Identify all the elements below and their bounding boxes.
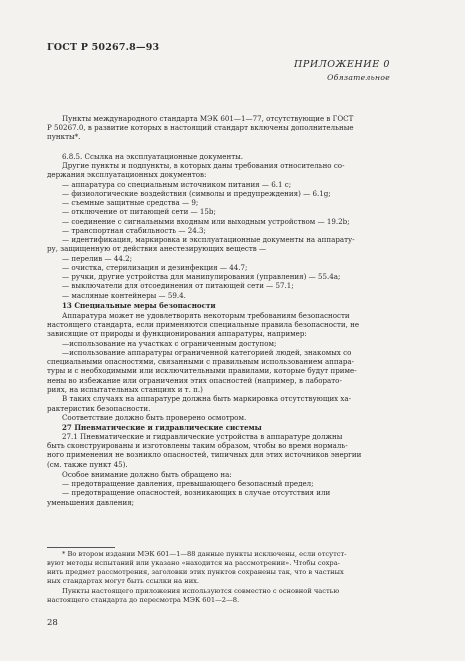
body-line: ного применения не возникло опасностей, типичных для этих источников энергии — [47, 450, 362, 459]
body-line: В таких случаях на аппаратуре должна быть маркировка отсутствующих ха- — [62, 394, 352, 403]
body-line: (см. также пункт 45). — [47, 460, 128, 469]
intro-line-1: Пункты международного стандарта МЭК 601—1—77, отсутствующие в ГОСТ — [62, 114, 354, 123]
body-line: 27.1 Пневматические и гидравлические устройства в аппаратуре должны — [62, 432, 343, 441]
body-line: Другие пункты и подпункты, в которых даны требования относительно со- — [62, 161, 345, 170]
list-item: — перелив — 44.2; — [62, 254, 133, 263]
body-line: Особое внимание должно быть обращено на: — [62, 470, 232, 479]
list-item: — идентификация, маркировка и эксплуатационные документы на аппарату- — [62, 235, 355, 244]
list-item: — соединение с сигнальными входным или выходным устройством — 19.2b; — [62, 217, 350, 226]
footnote-divider — [47, 547, 115, 548]
footnote-line: вуют методы испытаний или указано «находится на рассмотрении». Чтобы сохра- — [47, 559, 340, 567]
list-item: — масляные контейнеры — 59.4. — [62, 291, 186, 300]
body-line: туры и с необходимыми или исключительными правилами, которые будут приме- — [47, 366, 357, 375]
list-item: — аппаратура со специальным источником питания — 6.1 с; — [62, 180, 292, 189]
list-item: —использование аппаратуры ограниченной категорией людей, знакомых со — [62, 348, 352, 357]
body-line: рактеристик безопасности. — [47, 404, 151, 413]
footnote-line: настоящего стандарта до пересмотра МЭК 601—2—8. — [47, 596, 240, 604]
footnote-line: * Во втором издании МЭК 601—1—88 данные пункты исключены, если отсутст- — [62, 550, 347, 558]
body-line: быть сконструированы и изготовлены таким образом, чтобы во время нормаль- — [47, 441, 348, 450]
body-line: зависящие от природы и функционирования аппаратуры, например: — [47, 329, 307, 338]
appendix-status: Обязательное — [327, 73, 390, 82]
list-item: —использование на участках с ограниченным доступом; — [62, 339, 277, 348]
body-line: Соответствие должно быть проверено осмотром. — [62, 413, 247, 422]
list-item: — отключение от питающей сети — 15b; — [62, 207, 216, 216]
body-line: риях, на испытательных станциях и т. п.) — [47, 385, 203, 394]
intro-line-3: пункты*. — [47, 132, 81, 141]
list-item: — физиологические воздействия (символы и предупреждения) — 6.1g; — [62, 189, 331, 198]
page-number: 28 — [47, 618, 58, 628]
footnote-line: Пункты настоящего приложения используются совместно с основной частью — [62, 587, 340, 595]
body-line: специальными опасностями, связанными с правильным использованием аппара- — [47, 357, 355, 366]
section-685-heading: 6.8.5. Ссылка на эксплуатационные документы. — [62, 152, 244, 161]
body-line: держания эксплуатационных документов: — [47, 170, 207, 179]
appendix-title: ПРИЛОЖЕНИЕ 0 — [293, 59, 390, 70]
list-item: — транспортная стабильность — 24.3; — [62, 226, 206, 235]
body-line: Аппаратура может не удовлетворять некоторым требованиям безопасности — [62, 311, 350, 320]
list-item-cont: уменьшения давления; — [47, 498, 135, 507]
list-item: — съемные защитные средства — 9; — [62, 198, 199, 207]
footnote-line: ных стандартах могут быть ссылки на них. — [47, 577, 200, 585]
list-item-cont: ру, защищенную от действия анестезирующих веществ — — [47, 244, 267, 253]
section-heading: 13 Специальные меры безопасности — [62, 301, 216, 310]
section-heading: 27 Пневматические и гидравлические системы — [62, 423, 262, 432]
standard-header: ГОСТ Р 50267.8—93 — [47, 42, 160, 53]
list-item: — ручки, другие устройства для манипулирования (управления) — 55.4а; — [62, 272, 341, 281]
list-item: — предотвращение опасностей, возникающих в случае отсутствия или — [62, 488, 331, 497]
intro-line-2: Р 50267.0, в развитие которых в настоящий стандарт включены дополнительные — [47, 123, 354, 132]
footnote-line: нить предмет рассмотрения, заголовки этих пунктов сохранены так, что в частных — [47, 568, 344, 576]
list-item: — выключатели для отсоединения от питающей сети — 57.1; — [62, 281, 294, 290]
list-item: — очистка, стерилизация и дезинфекция — 44.7; — [62, 263, 248, 272]
list-item: — предотвращение давления, превышающего безопасный предел; — [62, 479, 314, 488]
body-line: нены во избежание или ограничения этих опасностей (например, в лаборато- — [47, 376, 342, 385]
body-line: настоящего стандарта, если применяются специальные правила безопасности, не — [47, 320, 360, 329]
